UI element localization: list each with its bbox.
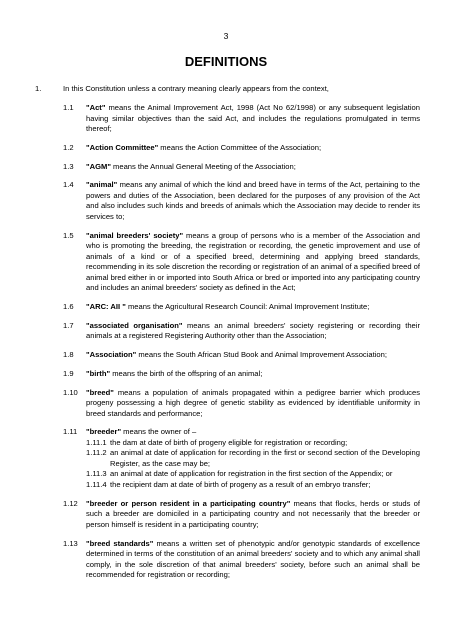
definition-number: 1.1 xyxy=(63,103,74,112)
definition-item xyxy=(63,180,420,222)
sub-definition-number: 1.11.3 xyxy=(86,469,107,479)
definitions-list xyxy=(63,103,420,589)
definition-body xyxy=(86,369,420,380)
definition-term: "breeder or person resident in a participating country" xyxy=(86,498,291,508)
sub-definition-text: an animal at date of application for registration in the first section of the Appendix; or xyxy=(110,469,393,479)
definition-number: 1.4 xyxy=(63,180,74,190)
definition-body xyxy=(86,321,420,342)
definition-item xyxy=(63,321,420,342)
definition-text: means the birth of the offspring of an animal; xyxy=(110,368,263,378)
definition-text: means any animal of which the kind and breed have in terms of the Act, pertaining to the powers and duties of the Association, been declared for the purposes of any provision of the Act and also includes such kinds and breeds of animals which the Association may decide to render its services to; xyxy=(86,180,420,221)
definition-text: means that flocks, herds or studs of such a breeder are domiciled in a participating country and not necessarily that the breeder or person himself is resident in a participating country; xyxy=(86,498,420,529)
sub-definition-item xyxy=(86,469,420,480)
definition-text: means a written set of phenotypic and/or genotypic standards of excellence determined in terms of the constitution of an animal breeders' society and to which any animal shall comply, in the sole discretion of that animal breeders' society, before such an animal shall be recommended for registration or recording; xyxy=(86,538,420,580)
definition-text: means the Animal Improvement Act, 1998 (Act No 62/1998) or any subsequent legislation having similar objectives than the said Act, and includes the regulations promulgated in terms thereof; xyxy=(86,103,420,133)
definition-term: "breed" xyxy=(86,387,114,397)
definition-item xyxy=(63,388,420,420)
definition-number: 1.6 xyxy=(63,301,74,311)
sub-definition-number: 1.11.2 xyxy=(86,448,107,458)
definition-body xyxy=(86,539,420,581)
definition-number: 1.11 xyxy=(63,427,78,437)
definition-body xyxy=(86,231,420,294)
definition-body xyxy=(86,162,420,173)
definition-text: means the Action Committee of the Association; xyxy=(158,142,322,152)
definition-body xyxy=(86,302,420,313)
definition-text: means a population of animals propagated within a pedigree barrier which produces progeny possessing a high degree of genetic stability as evidenced by identifiable uniformity in breed standards and performance; xyxy=(86,387,420,418)
page-title: DEFINITIONS xyxy=(184,54,268,69)
definition-item xyxy=(63,350,420,361)
definition-term: "Action Committee" xyxy=(86,142,159,152)
definition-number: 1.13 xyxy=(63,538,78,548)
definition-item xyxy=(63,369,420,380)
definition-number: 1.9 xyxy=(63,368,74,378)
clause-text: In this Constitution unless a contrary meaning clearly appears from the context, xyxy=(63,84,329,93)
definition-term: "animal" xyxy=(86,180,118,190)
definition-body xyxy=(86,388,420,420)
definition-text: means the Agricultural Research Council: Animal Improvement Institute; xyxy=(125,301,370,311)
sub-definition-number: 1.11.1 xyxy=(86,437,107,447)
definition-body xyxy=(86,350,420,361)
definition-text: means an animal breeders' society registering or recording their animals at a registered Registering Authority other than the Association; xyxy=(86,320,420,341)
definition-item xyxy=(63,143,420,154)
clause-number: 1. xyxy=(35,84,42,93)
definition-item xyxy=(63,427,420,490)
definition-number: 1.7 xyxy=(63,320,74,330)
definition-body xyxy=(86,427,420,438)
sub-definition-text: an animal at date of application for recording in the first or second section of the Developing Register, as the case may be; xyxy=(110,448,420,468)
definition-item xyxy=(63,103,420,135)
sub-definition-item xyxy=(86,480,420,491)
definition-term: "Association" xyxy=(86,350,137,360)
definition-text: means a group of persons who is a member of the Association and who is promoting the breeding, the registration or recording, the genetic improvement and use of animals of a kind or of a specified breed, determining and applying breed standards, recommending in its sole discretion the recording or registration of an animal of a specified breed of animal bred either in or imported into South Africa or bred or imported into any participating country and includes an animal breeders' society as defined in the Act; xyxy=(86,230,420,293)
definition-text: means the Annual General Meeting of the Association; xyxy=(110,161,296,171)
definition-text: means the South African Stud Book and Animal Improvement Association; xyxy=(136,350,387,360)
definition-item xyxy=(63,539,420,581)
definition-term: "Act" xyxy=(86,103,106,112)
definition-term: "animal breeders' society" xyxy=(86,230,184,240)
definition-term: "birth" xyxy=(86,368,111,378)
definition-term: "breed standards" xyxy=(86,538,154,548)
definition-number: 1.10 xyxy=(63,387,78,397)
definition-term: "ARC: AII " xyxy=(86,301,126,311)
sub-definition-item xyxy=(86,438,420,449)
definition-item xyxy=(63,162,420,173)
definition-body xyxy=(86,143,420,154)
sub-definition-text: the recipient dam at date of birth of progeny as a result of an embryo transfer; xyxy=(110,479,371,489)
definition-item xyxy=(63,302,420,313)
definition-number: 1.3 xyxy=(63,161,74,171)
sub-definition-text: the dam at date of birth of progeny eligible for registration or recording; xyxy=(110,437,348,447)
definition-body xyxy=(86,499,420,531)
definition-body xyxy=(86,180,420,222)
definition-number: 1.2 xyxy=(63,142,74,152)
sub-definitions xyxy=(86,438,420,491)
definition-item xyxy=(63,499,420,531)
definition-term: "AGM" xyxy=(86,161,111,171)
definition-term: "breeder" xyxy=(86,427,122,437)
definition-term: "associated organisation" xyxy=(86,320,183,330)
definition-item xyxy=(63,231,420,294)
page-number: 3 xyxy=(223,31,229,41)
definition-text: means the owner of – xyxy=(121,427,197,437)
definition-body xyxy=(86,103,420,135)
definition-number: 1.5 xyxy=(63,230,74,240)
sub-definition-item xyxy=(86,448,420,469)
definition-number: 1.12 xyxy=(63,498,78,508)
sub-definition-number: 1.11.4 xyxy=(86,479,107,489)
definition-number: 1.8 xyxy=(63,350,74,360)
